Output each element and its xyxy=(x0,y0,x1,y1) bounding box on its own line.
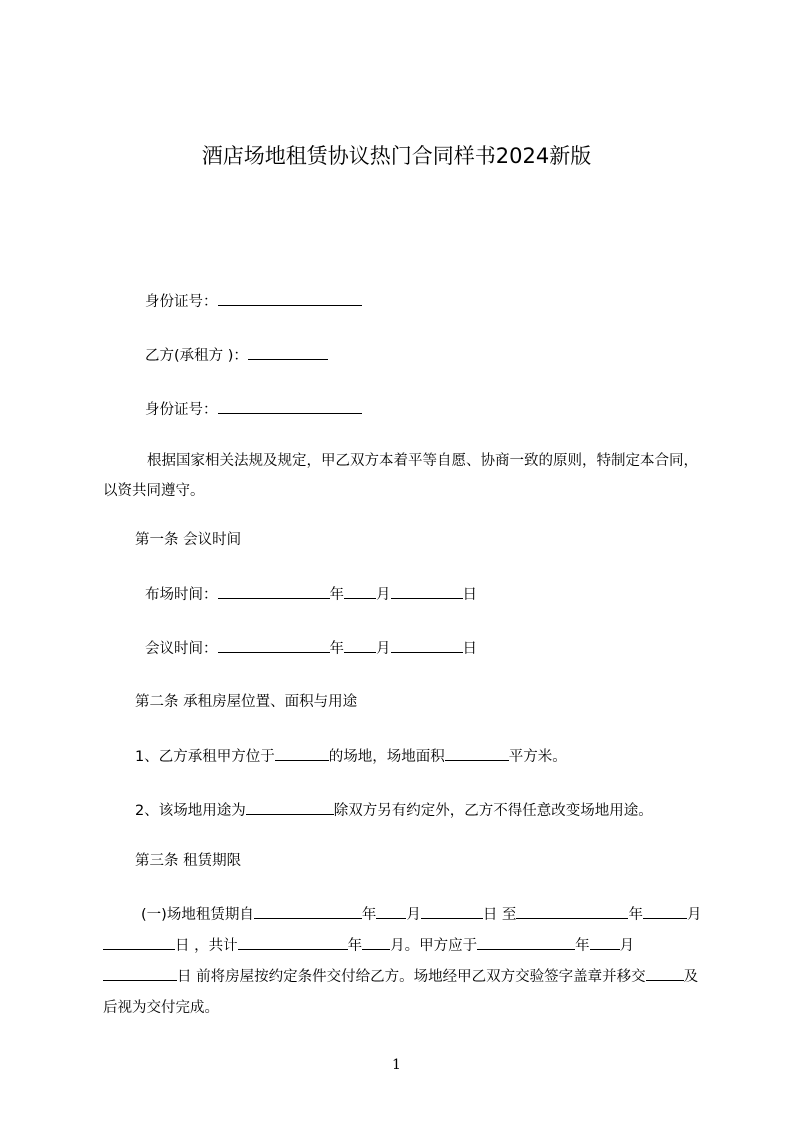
lease-text: 月 xyxy=(406,907,421,923)
purpose-blank xyxy=(246,800,334,815)
id-number-label: 身份证号： xyxy=(145,294,218,310)
day-text: 日 xyxy=(462,641,477,657)
item-1-text: 平方米。 xyxy=(508,749,567,765)
page-number: 1 xyxy=(392,1057,401,1073)
setup-time-line xyxy=(145,584,477,605)
end-day-blank xyxy=(103,935,175,950)
document-title: 酒店场地租赁协议热门合同样书2024新版 xyxy=(201,144,592,168)
lease-text: 年 xyxy=(575,938,590,954)
item-2-line xyxy=(135,800,653,821)
month-text: 月 xyxy=(376,587,391,603)
lease-text: 日 ，共计 xyxy=(175,938,238,954)
meeting-month-blank xyxy=(344,638,376,653)
end-year-blank xyxy=(516,904,628,919)
lease-text: 月 xyxy=(619,938,635,954)
total-years-blank xyxy=(238,935,348,950)
item-1-text: 1、乙方承租甲方位于 xyxy=(135,749,275,765)
meeting-day-blank xyxy=(391,638,463,653)
handover-year-blank xyxy=(477,935,575,950)
preamble-paragraph: 根据国家相关法规及规定，甲乙双方本着平等自愿、协商一致的原则，特制定本合同，以资共同遵守。 xyxy=(103,453,698,499)
lease-term-paragraph xyxy=(103,900,707,1024)
id-number-blank xyxy=(218,291,362,306)
id-number-line-1 xyxy=(145,291,362,312)
party-b-blank xyxy=(248,345,328,360)
setup-time-label: 布场时间： xyxy=(145,587,218,603)
handover-day-blank xyxy=(103,966,177,981)
start-day-blank xyxy=(421,904,483,919)
year-text: 年 xyxy=(329,587,344,603)
lease-text: 及后视为交付完成。 xyxy=(103,969,699,1016)
handover-blank xyxy=(646,966,684,981)
month-text: 月 xyxy=(376,641,391,657)
article-1-heading: 第一条 会议时间 xyxy=(135,532,242,548)
lease-text: 年 xyxy=(628,907,643,923)
total-months-blank xyxy=(362,935,390,950)
lease-text: 月。甲方应于 xyxy=(390,938,478,954)
year-text: 年 xyxy=(329,641,344,657)
setup-month-blank xyxy=(344,584,376,599)
article-2-heading: 第二条 承租房屋位置、面积与用途 xyxy=(135,694,358,710)
end-month-blank xyxy=(643,904,687,919)
item-1-line xyxy=(135,746,567,767)
party-b-label: 乙方(承租方 )： xyxy=(145,348,248,364)
lease-text: 日 至 xyxy=(482,907,517,923)
day-text: 日 xyxy=(462,587,477,603)
location-blank xyxy=(275,746,329,761)
meeting-time-line xyxy=(145,638,477,659)
handover-month-blank xyxy=(590,935,620,950)
item-2-text: 2、该场地用途为 xyxy=(135,803,246,819)
item-2-text: 除双方另有约定外，乙方不得任意改变场地用途。 xyxy=(333,803,653,819)
id-number-blank xyxy=(218,399,362,414)
setup-day-blank xyxy=(391,584,463,599)
lease-text: 年 xyxy=(361,907,377,923)
setup-year-blank xyxy=(218,584,330,599)
start-month-blank xyxy=(376,904,406,919)
lease-text: 月 xyxy=(686,907,702,923)
lease-text: 日 前将房屋按约定条件交付给乙方。场地经甲乙双方交验签字盖章并移交 xyxy=(177,969,646,985)
area-blank xyxy=(445,746,509,761)
article-3-heading: 第三条 租赁期限 xyxy=(135,853,242,869)
meeting-year-blank xyxy=(218,638,330,653)
item-1-text: 的场地，场地面积 xyxy=(328,749,445,765)
meeting-time-label: 会议时间： xyxy=(145,641,218,657)
id-number-label: 身份证号： xyxy=(145,402,218,418)
lease-text: (一)场地租赁期自 xyxy=(141,907,254,923)
start-year-blank xyxy=(254,904,362,919)
lease-text: 年 xyxy=(347,938,363,954)
id-number-line-2 xyxy=(145,399,362,420)
party-b-line xyxy=(145,345,328,366)
